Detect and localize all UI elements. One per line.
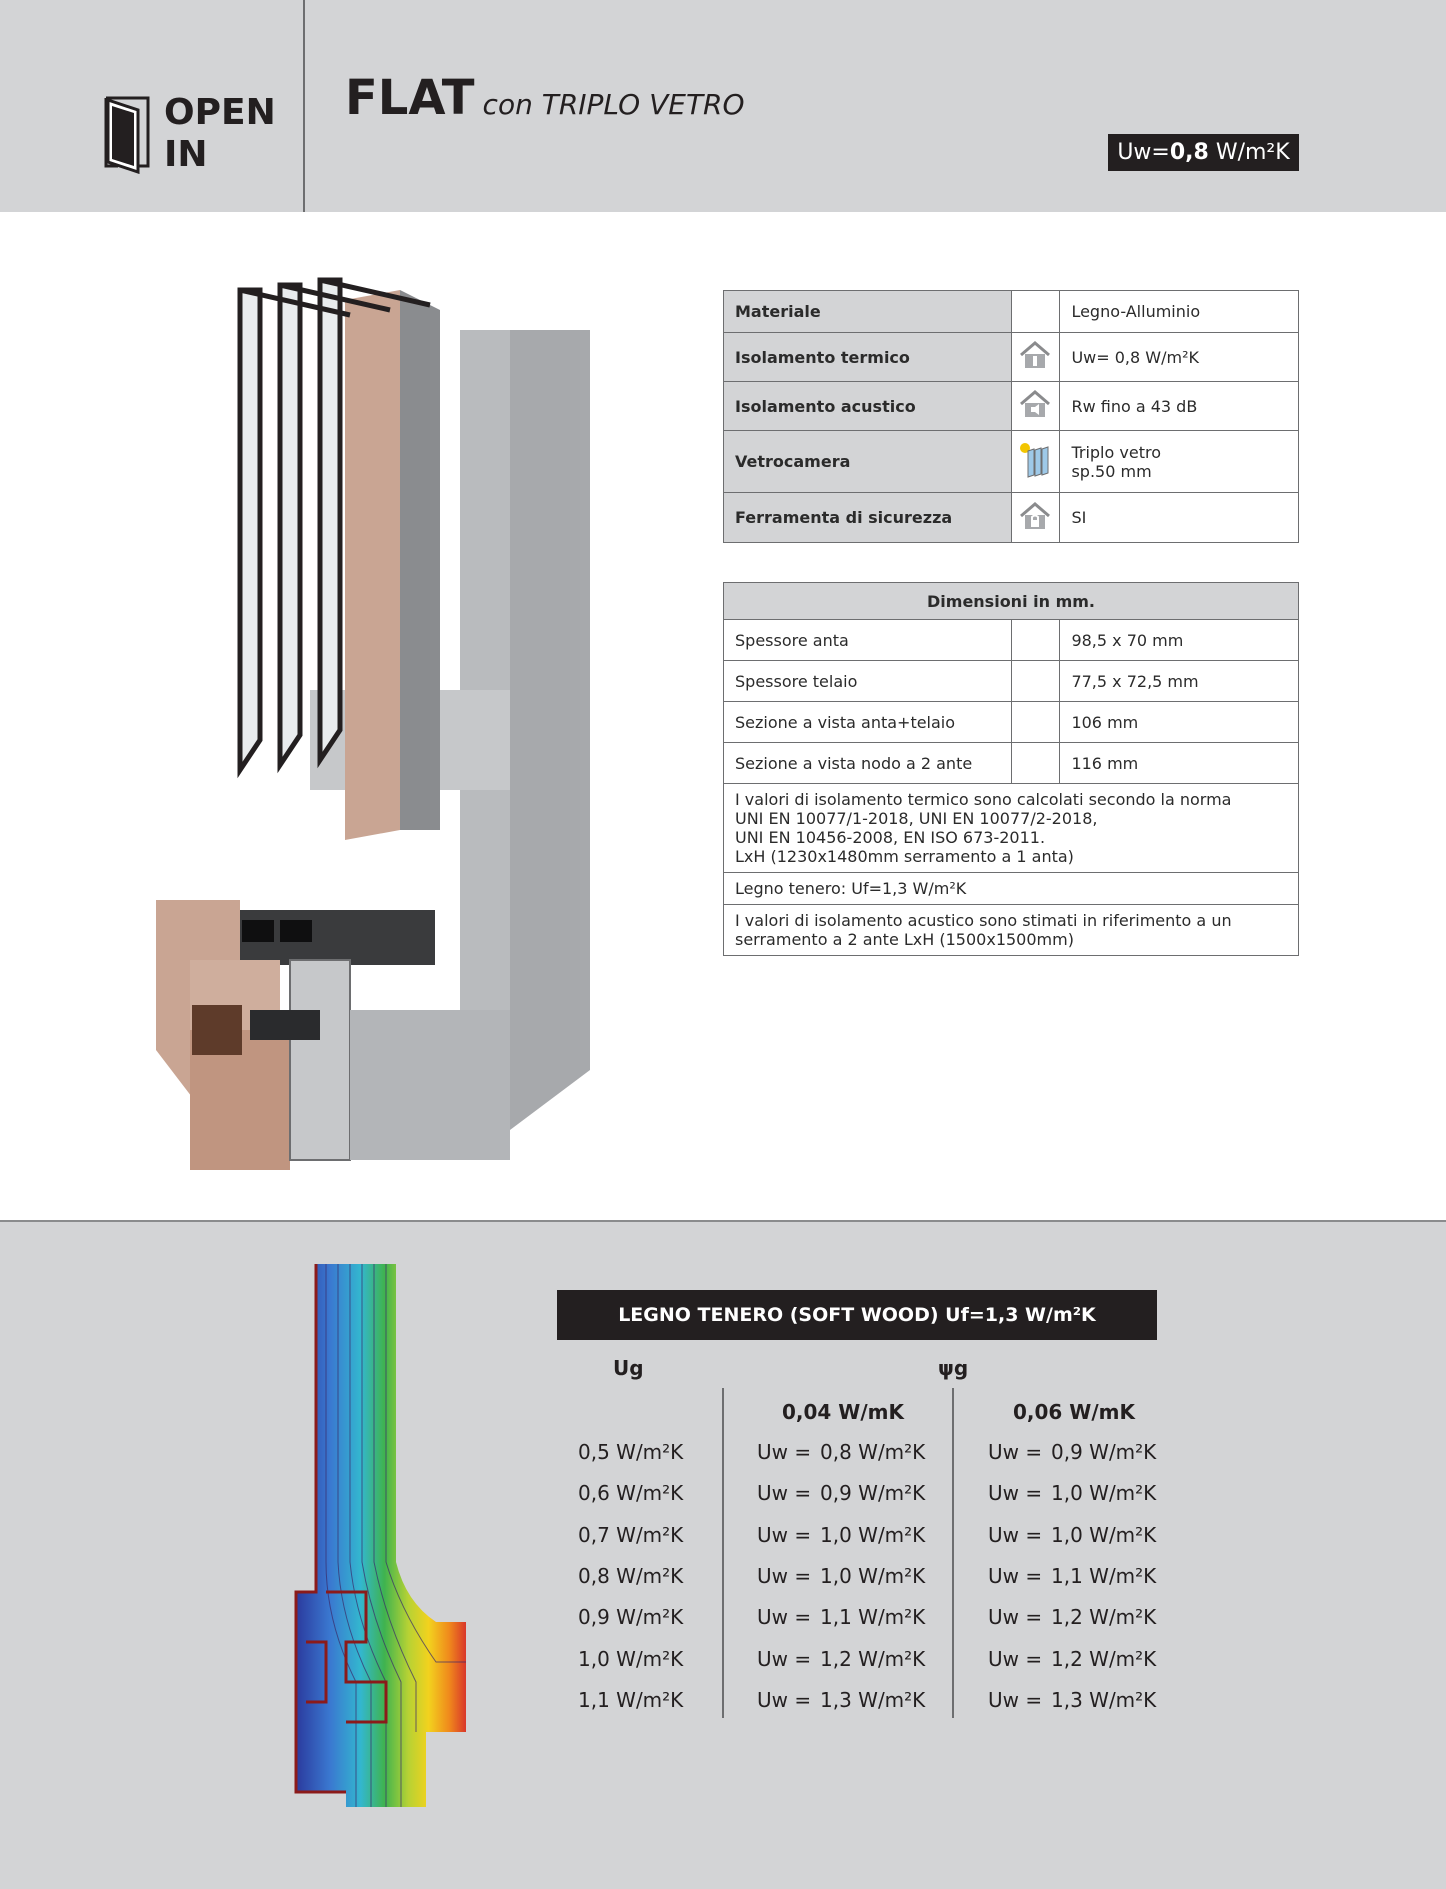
header-band — [0, 0, 1446, 212]
spec-value — [1060, 382, 1299, 431]
note-line: UNI EN 10456-2008, EN ISO 673-2011. — [735, 828, 1046, 847]
softwood-note — [724, 873, 1299, 905]
brand-logo — [100, 90, 280, 180]
uw-value-psi-004: 1,3 W/m²K — [820, 1688, 926, 1712]
uw-label: Uw = — [757, 1481, 812, 1505]
uw-value-psi-006: 1,1 W/m²K — [1051, 1564, 1157, 1588]
uw-value-psi-004: 0,8 W/m²K — [820, 1440, 926, 1464]
uw-value-psi-004: 1,1 W/m²K — [820, 1605, 926, 1629]
spec-label: Isolamento termico — [724, 333, 1012, 382]
table-row — [724, 291, 1299, 333]
uw-value-psi-006: 1,3 W/m²K — [1051, 1688, 1157, 1712]
softwood-banner: LEGNO TENERO (SOFT WOOD) Uf=1,3 W/m²K — [557, 1290, 1157, 1340]
dimension-label: Sezione a vista nodo a 2 ante — [724, 743, 1012, 784]
title-sub: con TRIPLO VETRO — [482, 88, 745, 121]
ug-value: 0,5 W/m²K — [578, 1440, 684, 1464]
dimensions-title: Dimensioni in mm. — [724, 583, 1299, 620]
uw-badge-prefix: Uw= — [1117, 140, 1170, 165]
uw-label: Uw = — [988, 1564, 1043, 1588]
dimension-spacer — [1011, 661, 1060, 702]
col2-header: 0,06 W/mK — [1013, 1400, 1136, 1424]
uw-badge-unit: W/m²K — [1208, 140, 1290, 165]
uw-label: Uw = — [988, 1688, 1043, 1712]
uw-label: Uw = — [988, 1647, 1043, 1671]
table-row — [724, 382, 1299, 431]
uw-value-psi-006: 1,0 W/m²K — [1051, 1523, 1157, 1547]
ug-value: 0,7 W/m²K — [578, 1523, 684, 1547]
table-header-row — [724, 583, 1299, 620]
note-line: Legno tenero: Uf=1,3 W/m²K — [735, 879, 967, 898]
brand-line1: OPEN — [164, 92, 276, 133]
house-thermometer-icon — [1019, 341, 1051, 369]
spec-value — [1060, 493, 1299, 543]
table-row — [724, 620, 1299, 661]
dimension-value: 116 mm — [1060, 743, 1299, 784]
uw-label: Uw = — [757, 1523, 812, 1547]
house-sound-icon — [1019, 390, 1051, 418]
dimension-spacer — [1011, 620, 1060, 661]
spec-value-line: Legno-Alluminio — [1071, 302, 1201, 321]
spec-label: Vetrocamera — [724, 431, 1012, 493]
ug-value: 0,6 W/m²K — [578, 1481, 684, 1505]
uw-label: Uw = — [757, 1440, 812, 1464]
table-row — [724, 905, 1299, 956]
open-in-door-icon — [104, 96, 150, 174]
spec-value-line: Rw fino a 43 dB — [1071, 396, 1198, 416]
table-row — [724, 661, 1299, 702]
spec-icon-cell — [1011, 291, 1060, 333]
spec-icon-cell — [1011, 493, 1060, 543]
table-row — [724, 333, 1299, 382]
col1-header: 0,04 W/mK — [782, 1400, 905, 1424]
ug-value: 0,9 W/m²K — [578, 1605, 684, 1629]
dimension-spacer — [1011, 743, 1060, 784]
note-line: I valori di isolamento termico sono calcolati secondo la norma — [735, 790, 1232, 809]
dimension-label: Sezione a vista anta+telaio — [724, 702, 1012, 743]
spec-icon-cell — [1011, 431, 1060, 493]
uw-value-psi-004: 1,0 W/m²K — [820, 1523, 926, 1547]
thermal-isotherm-diagram — [286, 1262, 476, 1817]
column-divider — [722, 1388, 724, 1718]
page-title — [345, 70, 745, 126]
brand-text — [164, 92, 276, 176]
column-divider — [952, 1388, 954, 1718]
table-row — [724, 493, 1299, 543]
uw-label: Uw = — [757, 1688, 812, 1712]
uw-label: Uw = — [988, 1523, 1043, 1547]
uw-badge-value: 0,8 — [1169, 140, 1209, 165]
uw-label: Uw = — [988, 1481, 1043, 1505]
uw-label: Uw = — [988, 1605, 1043, 1629]
uw-value-psi-004: 1,0 W/m²K — [820, 1564, 926, 1588]
dimension-spacer — [1011, 702, 1060, 743]
note-line: LxH (1230x1480mm serramento a 1 anta) — [735, 847, 1074, 866]
spec-label: Ferramenta di sicurezza — [724, 493, 1012, 543]
dimension-label: Spessore anta — [724, 620, 1012, 661]
dimensions-table — [723, 582, 1299, 956]
spec-icon-cell — [1011, 333, 1060, 382]
spec-value-line: Triplo vetro — [1071, 442, 1161, 462]
ug-header: Ug — [613, 1356, 644, 1380]
table-row — [724, 431, 1299, 493]
uw-value-psi-006: 1,2 W/m²K — [1051, 1605, 1157, 1629]
note-line: UNI EN 10077/1-2018, UNI EN 10077/2-2018, — [735, 809, 1098, 828]
norm-note — [724, 784, 1299, 873]
brand-line2: IN — [164, 134, 208, 175]
spec-value-line: sp.50 mm — [1071, 461, 1152, 481]
uw-label: Uw = — [757, 1605, 812, 1629]
uw-label: Uw = — [757, 1564, 812, 1588]
spec-value-line: SI — [1071, 508, 1087, 527]
note-line: I valori di isolamento acustico sono stimati in riferimento a un — [735, 911, 1232, 930]
uw-value-psi-004: 0,9 W/m²K — [820, 1481, 926, 1505]
header-divider — [303, 0, 305, 212]
spec-value-line: Uw= 0,8 W/m²K — [1071, 347, 1199, 367]
spec-value — [1060, 333, 1299, 382]
house-lock-icon — [1019, 502, 1051, 530]
uw-value-psi-004: 1,2 W/m²K — [820, 1647, 926, 1671]
spec-icon-cell — [1011, 382, 1060, 431]
uw-label: Uw = — [988, 1440, 1043, 1464]
spec-value — [1060, 291, 1299, 333]
psi-header: ψg — [938, 1356, 969, 1380]
window-section-illustration — [150, 270, 610, 1170]
uw-value-psi-006: 0,9 W/m²K — [1051, 1440, 1157, 1464]
note-line: serramento a 2 ante LxH (1500x1500mm) — [735, 930, 1074, 949]
uw-badge — [1108, 134, 1299, 171]
dimension-value: 106 mm — [1060, 702, 1299, 743]
table-row — [724, 702, 1299, 743]
dimension-value: 98,5 x 70 mm — [1060, 620, 1299, 661]
spec-table — [723, 290, 1299, 543]
acoustic-note — [724, 905, 1299, 956]
table-row — [724, 784, 1299, 873]
ug-value: 0,8 W/m²K — [578, 1564, 684, 1588]
uw-value-psi-006: 1,2 W/m²K — [1051, 1647, 1157, 1671]
triple-glass-icon — [1018, 441, 1052, 479]
spec-label: Materiale — [724, 291, 1012, 333]
spec-value — [1060, 431, 1299, 493]
uw-value-psi-006: 1,0 W/m²K — [1051, 1481, 1157, 1505]
dimension-value: 77,5 x 72,5 mm — [1060, 661, 1299, 702]
table-row — [724, 873, 1299, 905]
dimension-label: Spessore telaio — [724, 661, 1012, 702]
title-main: FLAT — [345, 70, 475, 126]
spec-label: Isolamento acustico — [724, 382, 1012, 431]
ug-value: 1,1 W/m²K — [578, 1688, 684, 1712]
ug-value: 1,0 W/m²K — [578, 1647, 684, 1671]
table-row — [724, 743, 1299, 784]
uw-label: Uw = — [757, 1647, 812, 1671]
